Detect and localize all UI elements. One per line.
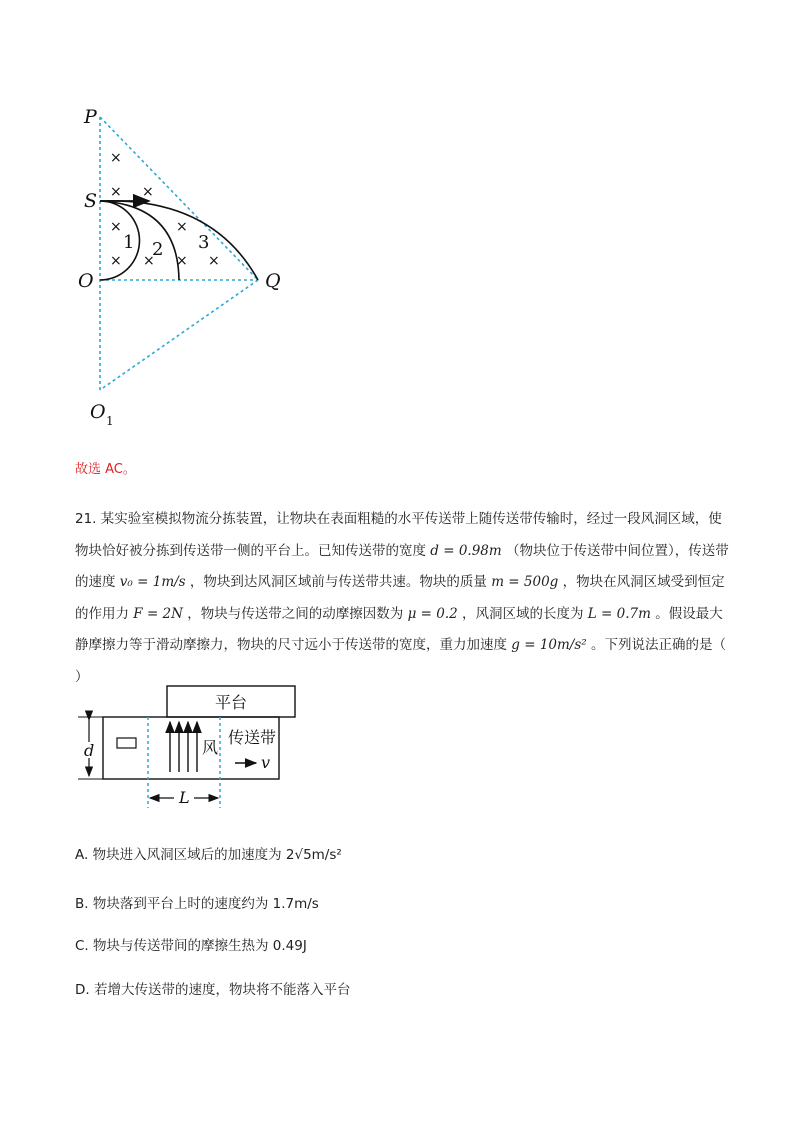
track-number-1: 1 xyxy=(123,232,135,253)
question-text: ，物块在风洞区域受到恒定的作用力 xyxy=(75,574,725,622)
formula-L: L = 0.7m xyxy=(587,605,651,622)
label-O1-subscript: 1 xyxy=(106,414,114,428)
question-text: （物块位于传送带中间位置），传送带的速度 xyxy=(75,542,729,590)
option-B: B. 物块落到平台上时的速度约为 1.7m/s xyxy=(75,896,319,912)
wind-label: 风 xyxy=(202,738,219,757)
belt-velocity-label: v xyxy=(261,753,271,772)
label-O: O xyxy=(78,270,94,292)
label-O1: O xyxy=(90,401,106,423)
question-21 xyxy=(75,504,735,693)
question-text: 。假设最大静摩擦力等于滑动摩擦力，物块的尺寸远小于传送带的宽度，重力加速度 xyxy=(75,605,723,653)
field-cross: × xyxy=(110,219,122,235)
field-cross: × xyxy=(110,253,122,269)
answer-text: 故选 AC。 xyxy=(75,462,136,477)
field-cross: × xyxy=(176,219,188,235)
formula-m: m = 500g xyxy=(491,574,559,590)
question-number: 21. xyxy=(75,511,97,527)
formula-v0: v₀ = 1m/s xyxy=(119,574,186,590)
label-Q: Q xyxy=(265,270,281,292)
block xyxy=(117,738,136,748)
field-cross: × xyxy=(208,253,220,269)
track-number-3: 3 xyxy=(198,232,210,253)
question-text: ，物块到达风洞区域前与传送带共速。物块的质量 xyxy=(189,574,487,590)
d-label: d xyxy=(84,741,95,760)
line-QO1 xyxy=(100,280,258,390)
formula-g: g = 10m/s² xyxy=(511,637,587,653)
label-S: S xyxy=(84,190,98,212)
option-C: C. 物块与传送带间的摩擦生热为 0.49J xyxy=(75,938,307,954)
platform-label: 平台 xyxy=(215,693,248,712)
option-A: A. 物块进入风洞区域后的加速度为 2√5m/s² xyxy=(75,847,342,863)
field-cross: × xyxy=(142,184,154,200)
question-text: ，风洞区域的长度为 xyxy=(462,605,584,622)
L-label: L xyxy=(179,788,190,807)
track-number-2: 2 xyxy=(152,239,164,260)
label-P: P xyxy=(84,106,97,128)
question-text: 。下列说法正确的是（ ） xyxy=(75,637,726,685)
formula-F: F = 2N xyxy=(133,605,183,622)
question-text: 某实验室模拟物流分拣装置，让物块在表面粗糙的水平传送带上随传送带传输时，经过一段风洞区域，使物块恰好被分拣到传送带一侧的平台上。已知传送带的宽度 xyxy=(75,511,722,559)
formula-d: d = 0.98m xyxy=(430,542,502,559)
field-cross: × xyxy=(110,150,122,166)
formula-mu: μ = 0.2 xyxy=(407,605,458,622)
belt-label: 传送带 xyxy=(228,728,277,747)
field-cross: × xyxy=(176,253,188,269)
question-text: ，物块与传送带之间的动摩擦因数为 xyxy=(187,605,404,622)
field-cross: × xyxy=(110,184,122,200)
magnetic-field-figure xyxy=(60,95,300,445)
field-cross: × xyxy=(143,253,155,269)
option-D: D. 若增大传送带的速度，物块将不能落入平台 xyxy=(75,982,351,998)
conveyor-figure xyxy=(70,680,320,810)
